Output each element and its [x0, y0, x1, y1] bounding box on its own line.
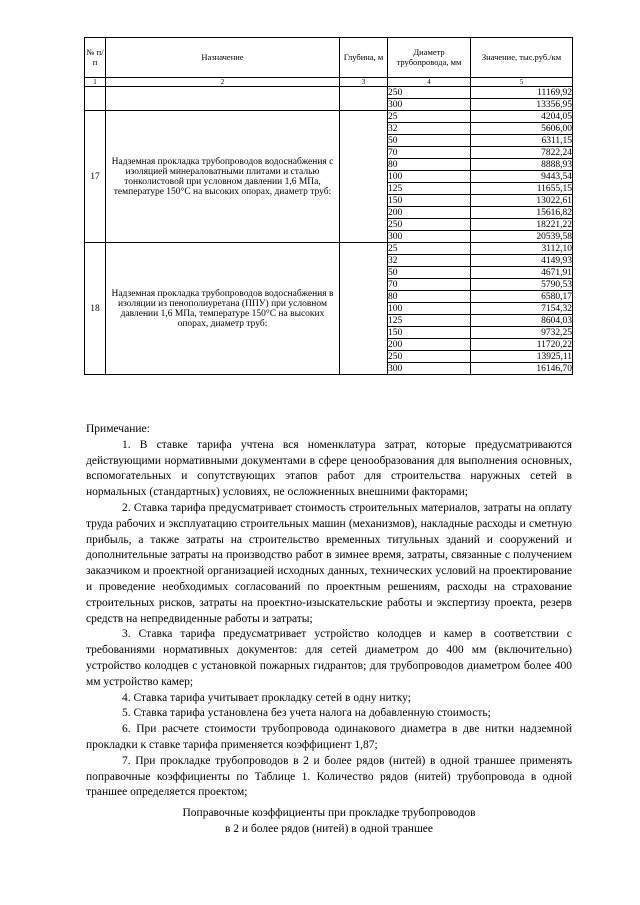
column-number: 5	[471, 78, 573, 87]
value-cell: 18221,22	[471, 219, 573, 231]
diameter-cell: 125	[388, 183, 471, 195]
diameter-cell: 70	[388, 279, 471, 291]
value-cell: 7154,32	[471, 303, 573, 315]
value-cell: 11720,22	[471, 339, 573, 351]
value-cell: 8888,93	[471, 159, 573, 171]
header-row	[85, 38, 573, 78]
table-row	[85, 243, 573, 255]
value-cell: 8604,03	[471, 315, 573, 327]
value-cell: 11655,15	[471, 183, 573, 195]
note-item: 5. Ставка тарифа установлена без учета налога на добавленную стоимость;	[122, 707, 491, 720]
row-number-cell: 18	[85, 243, 106, 375]
header-value: Значение, тыс.руб./км	[471, 38, 573, 78]
note-item: 4. Ставка тарифа учитывает прокладку сетей в одну нитку;	[122, 691, 411, 704]
diameter-cell: 25	[388, 111, 471, 123]
value-cell: 5790,53	[471, 279, 573, 291]
value-cell: 6311,15	[471, 135, 573, 147]
note-item: 1. В ставке тарифа учтена вся номенклатура затрат, которые предусматриваются действующими нормативными документами в сфере ценообразования для выполнения основных, вспомогательных и сопутствующих этапов работ для строительства наружных сетей в нормальных (стандартных) условиях, не осложненных внешними факторами;	[86, 438, 572, 499]
diameter-cell: 100	[388, 171, 471, 183]
value-cell: 9732,25	[471, 327, 573, 339]
table-body	[85, 87, 573, 375]
value-cell: 7822,24	[471, 147, 573, 159]
diameter-cell: 250	[388, 351, 471, 363]
value-cell: 15616,82	[471, 207, 573, 219]
value-cell: 20539,58	[471, 231, 573, 243]
notes-section	[86, 422, 572, 801]
diameter-cell: 250	[388, 219, 471, 231]
value-cell: 13356,95	[471, 99, 573, 111]
note-item: 6. При расчете стоимости трубопровода одинакового диаметра в две нитки надземной прокладки к ставке тарифа применяется коэффициент 1,87;	[86, 723, 572, 751]
table-caption	[86, 806, 572, 837]
purpose-cell: Надземная прокладка трубопроводов водоснабжения с изоляцией минераловатными плитами и сталью тонколистовой при условном давлении 1,6 МПа, температуре 150°С на высоких опорах, диаметр труб:	[106, 111, 340, 243]
column-number-row	[85, 78, 573, 87]
diameter-cell: 300	[388, 231, 471, 243]
value-cell: 5606,00	[471, 123, 573, 135]
value-cell: 4204,05	[471, 111, 573, 123]
value-cell: 13925,11	[471, 351, 573, 363]
value-cell: 16146,70	[471, 363, 573, 375]
purpose-cell: Надземная прокладка трубопроводов водоснабжения в изоляции из пенополиуретана (ППУ) при условном давлении 1,6 МПа, температуре 150°С на высоких опорах, диаметр труб:	[106, 243, 340, 375]
row-number-cell: 17	[85, 111, 106, 243]
table-row	[85, 111, 573, 123]
header-diameter: Диаметр трубопровода, мм	[388, 38, 471, 78]
value-cell: 9443,54	[471, 171, 573, 183]
diameter-cell: 80	[388, 159, 471, 171]
value-cell: 3112,10	[471, 243, 573, 255]
column-number: 1	[85, 78, 106, 87]
diameter-cell: 25	[388, 243, 471, 255]
depth-cell	[340, 243, 388, 375]
diameter-cell: 32	[388, 123, 471, 135]
value-cell: 4671,91	[471, 267, 573, 279]
tariff-table	[84, 37, 573, 375]
diameter-cell: 100	[388, 303, 471, 315]
note-item: 7. При прокладке трубопроводов в 2 и более рядов (нитей) в одной траншее применять поправочные коэффициенты по Таблице 1. Количество рядов (нитей) трубопровода в одной траншее определяется проектом;	[86, 754, 572, 799]
depth-cell	[340, 87, 388, 111]
column-number: 3	[340, 78, 388, 87]
caption-line-1: Поправочные коэффициенты при прокладке трубопроводов	[182, 807, 476, 819]
header-purpose: Назначение	[106, 38, 340, 78]
diameter-cell: 150	[388, 327, 471, 339]
diameter-cell: 80	[388, 291, 471, 303]
diameter-cell: 50	[388, 135, 471, 147]
depth-cell	[340, 111, 388, 243]
value-cell: 4149,93	[471, 255, 573, 267]
purpose-cell	[106, 87, 340, 111]
note-item: 2. Ставка тарифа предусматривает стоимость строительных материалов, затраты на оплату труда рабочих и эксплуатацию строительных машин (механизмов), накладные расходы и сметную прибыль, а также затраты на строительство временных титульных зданий и сооружений и дополнительные затраты на производство работ в зимнее время, затраты, связанные с получением заказчиком и проектной организацией исходных данных, технических условий на проектирование и проведение необходимых согласований по проектным решениям, расходы на страхование строительных рисков, затраты на проектно-изыскательские работы и экспертизу проекта, резерв средств на непредвиденные работы и затраты;	[86, 501, 572, 625]
column-number: 2	[106, 78, 340, 87]
diameter-cell: 32	[388, 255, 471, 267]
note-item: 3. Ставка тарифа предусматривает устройство колодцев и камер в соответствии с требованиями нормативных документов: для сетей диаметром до 400 мм (включительно) устройство колодцев с установкой пожарных гидрантов; для трубопроводов диаметром более 400 мм устройство камер;	[86, 628, 572, 688]
header-depth: Глубина, м	[340, 38, 388, 78]
header-num: № п/п	[85, 38, 106, 78]
diameter-cell: 250	[388, 87, 471, 99]
diameter-cell: 200	[388, 339, 471, 351]
row-number-cell	[85, 87, 106, 111]
value-cell: 11169,92	[471, 87, 573, 99]
diameter-cell: 300	[388, 99, 471, 111]
diameter-cell: 125	[388, 315, 471, 327]
value-cell: 13022,61	[471, 195, 573, 207]
table-row	[85, 87, 573, 99]
diameter-cell: 200	[388, 207, 471, 219]
diameter-cell: 70	[388, 147, 471, 159]
notes-heading: Примечание:	[86, 423, 150, 435]
diameter-cell: 150	[388, 195, 471, 207]
caption-line-2: в 2 и более рядов (нитей) в одной траншее	[224, 822, 434, 835]
diameter-cell: 50	[388, 267, 471, 279]
diameter-cell: 300	[388, 363, 471, 375]
column-number: 4	[388, 78, 471, 87]
value-cell: 6580,17	[471, 291, 573, 303]
